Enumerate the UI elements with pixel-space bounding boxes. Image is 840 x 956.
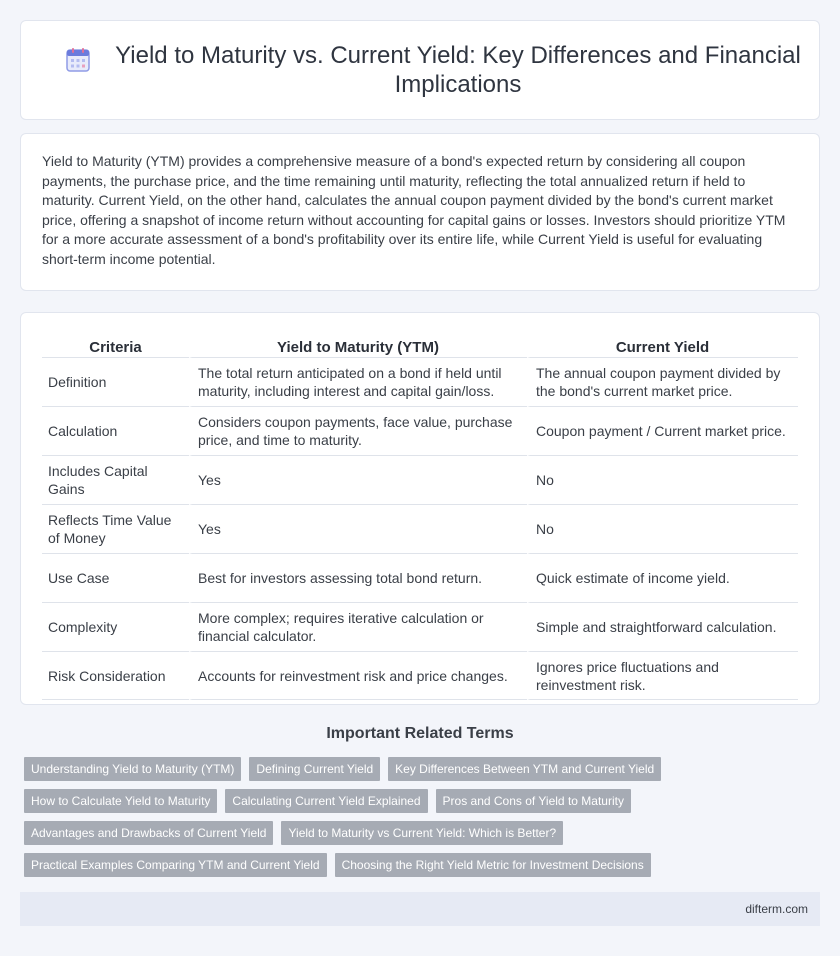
table-row xyxy=(42,406,798,455)
table-cell-current-yield: Simple and straightforward calculation. xyxy=(527,602,798,651)
table-row xyxy=(42,602,798,651)
header-current-yield: Current Yield xyxy=(615,339,710,356)
footer-site-link[interactable]: difterm.com xyxy=(745,902,808,916)
tag-row xyxy=(24,789,824,813)
table-cell-current-yield: Coupon payment / Current market price. xyxy=(527,406,798,455)
table-row xyxy=(42,504,798,553)
table-cell-criteria: Reflects Time Value of Money xyxy=(42,504,189,553)
tag-row xyxy=(24,853,824,877)
table-cell-criteria: Definition xyxy=(42,357,189,406)
related-term-link[interactable]: Defining Current Yield xyxy=(249,757,380,781)
tag-row xyxy=(24,821,824,845)
calendar-icon xyxy=(65,47,91,73)
related-term-link[interactable]: Key Differences Between YTM and Current Yield xyxy=(388,757,661,781)
table-cell-criteria: Use Case xyxy=(42,553,189,602)
table-cell-ytm: The total return anticipated on a bond if held until maturity, including interest and capital gain/loss. xyxy=(189,357,527,406)
title-card xyxy=(20,20,820,120)
comparison-table-card xyxy=(20,312,820,705)
table-cell-criteria: Includes Capital Gains xyxy=(42,455,189,504)
table-cell-ytm: More complex; requires iterative calculation or financial calculator. xyxy=(189,602,527,651)
page-title: Yield to Maturity vs. Current Yield: Key Differences and Financial Implications xyxy=(115,42,801,98)
related-term-link[interactable]: Pros and Cons of Yield to Maturity xyxy=(436,789,631,813)
table-row xyxy=(42,651,798,700)
comparison-table xyxy=(42,332,798,700)
table-cell-ytm: Best for investors assessing total bond return. xyxy=(189,553,527,602)
table-cell-current-yield: Ignores price fluctuations and reinvestment risk. xyxy=(527,651,798,700)
table-cell-current-yield: Quick estimate of income yield. xyxy=(527,553,798,602)
table-cell-criteria: Risk Consideration xyxy=(42,651,189,700)
table-cell-criteria: Complexity xyxy=(42,602,189,651)
table-cell-ytm: Yes xyxy=(189,504,527,553)
intro-paragraph: Yield to Maturity (YTM) provides a comprehensive measure of a bond's expected return by considering all coupon payments, the purchase price, and the time remaining until maturity, reflecting the total annualized return if held to maturity. Current Yield, on the other hand, calculates the annual coupon payment divided by the bond's current market price, offering a snapshot of income return without accounting for capital gains or losses. Investors should prioritize YTM for a more accurate assessment of a bond's profitability over its entire life, while Current Yield is useful for evaluating short-term income potential. xyxy=(42,153,786,267)
related-term-link[interactable]: How to Calculate Yield to Maturity xyxy=(24,789,217,813)
related-term-link[interactable]: Calculating Current Yield Explained xyxy=(225,789,427,813)
related-terms-heading: Important Related Terms xyxy=(326,725,514,742)
related-term-link[interactable]: Advantages and Drawbacks of Current Yield xyxy=(24,821,273,845)
table-header-row xyxy=(42,332,798,357)
table-cell-current-yield: The annual coupon payment divided by the bond's current market price. xyxy=(527,357,798,406)
related-term-link[interactable]: Understanding Yield to Maturity (YTM) xyxy=(24,757,241,781)
table-cell-ytm: Accounts for reinvestment risk and price changes. xyxy=(189,651,527,700)
table-cell-criteria: Calculation xyxy=(42,406,189,455)
table-row xyxy=(42,455,798,504)
related-term-link[interactable]: Yield to Maturity vs Current Yield: Which is Better? xyxy=(281,821,563,845)
header-criteria: Criteria xyxy=(89,339,142,356)
related-terms-tags xyxy=(24,757,824,885)
table-cell-ytm: Yes xyxy=(189,455,527,504)
table-row xyxy=(42,357,798,406)
related-term-link[interactable]: Practical Examples Comparing YTM and Current Yield xyxy=(24,853,327,877)
table-cell-current-yield: No xyxy=(527,504,798,553)
header-ytm: Yield to Maturity (YTM) xyxy=(277,339,439,356)
related-term-link[interactable]: Choosing the Right Yield Metric for Investment Decisions xyxy=(335,853,651,877)
table-cell-ytm: Considers coupon payments, face value, purchase price, and time to maturity. xyxy=(189,406,527,455)
footer xyxy=(20,892,820,926)
table-row xyxy=(42,553,798,602)
table-cell-current-yield: No xyxy=(527,455,798,504)
intro-card xyxy=(20,133,820,291)
tag-row xyxy=(24,757,824,781)
